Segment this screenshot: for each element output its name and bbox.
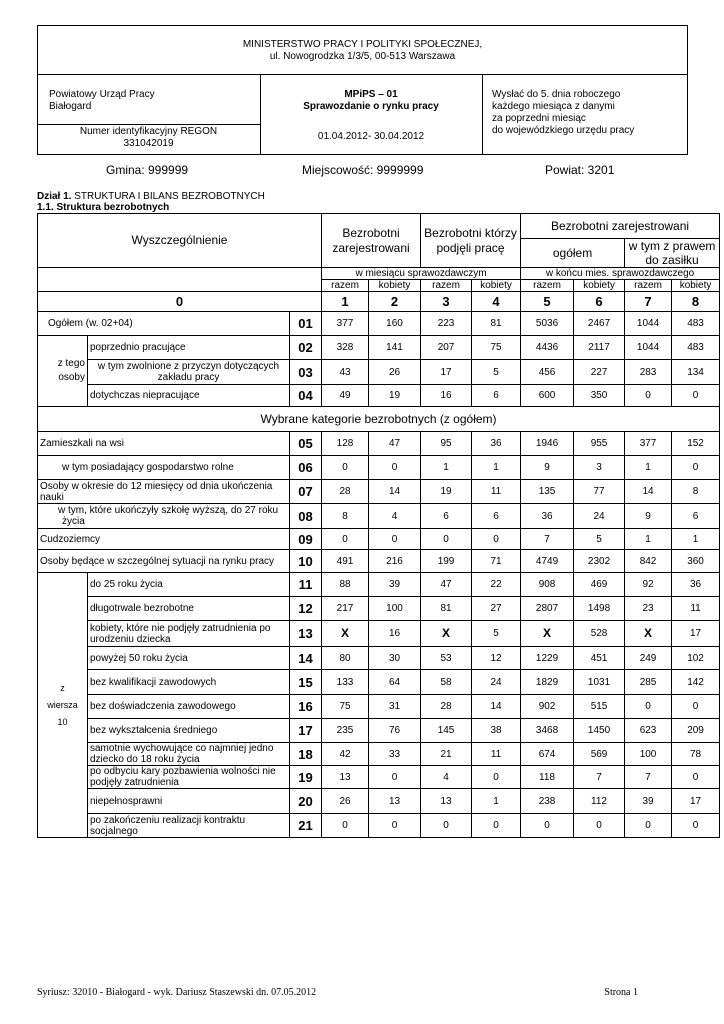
table-cell: 1229 (521, 647, 574, 670)
table-cell: 160 (369, 312, 421, 336)
row-code: 13 (290, 621, 322, 647)
table-cell: 1 (625, 529, 672, 550)
table-cell: 217 (322, 597, 369, 621)
table-cell: 285 (625, 670, 672, 695)
table-cell: 0 (521, 814, 574, 838)
row-label: Cudzoziemcy (38, 529, 290, 550)
table-cell: 2117 (574, 336, 625, 360)
row-label: w tym, które ukończyły szkołę wyższą, do 27 roku życia (38, 504, 290, 529)
table-cell: 88 (322, 573, 369, 597)
table-cell: 145 (421, 719, 472, 743)
table-row (38, 360, 720, 385)
table-row (38, 529, 720, 550)
table-cell: 6 (421, 504, 472, 529)
group-label-z-wiersza (38, 573, 88, 838)
row-code: 02 (290, 336, 322, 360)
table-cell: 71 (472, 550, 521, 573)
table-cell: 3468 (521, 719, 574, 743)
row-code: 06 (290, 456, 322, 480)
powiat: Powiat: 3201 (545, 163, 615, 177)
row-label: bez wykształcenia średniego (88, 719, 290, 743)
table-cell: 5 (472, 360, 521, 385)
table-cell: 21 (421, 743, 472, 766)
table-cell: 7 (521, 529, 574, 550)
table-cell: 11 (472, 480, 521, 504)
table-cell: X (521, 621, 574, 647)
row-label: bez kwalifikacji zawodowych (88, 670, 290, 695)
row-label: w tym zwolnione z przyczyn dotyczących zakładu pracy (88, 360, 290, 385)
row-label: niepełnosprawni (88, 789, 290, 814)
group-label-text: wiersza (47, 699, 78, 710)
column-number: 7 (625, 292, 672, 312)
table-cell: 199 (421, 550, 472, 573)
table-cell: 64 (369, 670, 421, 695)
table-row (38, 480, 720, 504)
table-cell: 24 (472, 670, 521, 695)
table-cell: 483 (672, 312, 720, 336)
table-cell: 1450 (574, 719, 625, 743)
table-row (38, 407, 720, 432)
table-cell: 515 (574, 695, 625, 719)
table-row (38, 456, 720, 480)
column-number: 8 (672, 292, 720, 312)
table-cell: 216 (369, 550, 421, 573)
table-cell: 569 (574, 743, 625, 766)
row-label: Ogółem (w. 02+04) (38, 312, 290, 336)
row-code: 09 (290, 529, 322, 550)
table-row (38, 432, 720, 456)
regon-value: 331042019 (123, 138, 174, 149)
table-cell: 17 (421, 360, 472, 385)
table-cell: 2302 (574, 550, 625, 573)
header-divider (482, 74, 483, 155)
table-cell: 31 (369, 695, 421, 719)
table-cell: 49 (322, 385, 369, 407)
table-row (38, 312, 720, 336)
table-cell: 81 (472, 312, 521, 336)
table-cell: 528 (574, 621, 625, 647)
column-number: 4 (472, 292, 521, 312)
table-cell: 5 (574, 529, 625, 550)
table-cell: 133 (322, 670, 369, 695)
table-cell: 13 (369, 789, 421, 814)
column-number: 2 (369, 292, 421, 312)
table-cell: 4436 (521, 336, 574, 360)
row-code: 12 (290, 597, 322, 621)
table-cell: 360 (672, 550, 720, 573)
table-cell: 842 (625, 550, 672, 573)
table-cell: 152 (672, 432, 720, 456)
table-cell: 249 (625, 647, 672, 670)
column-number: 0 (38, 292, 322, 312)
table-cell: 0 (421, 814, 472, 838)
header-registered-end: Bezrobotni zarejestrowani (521, 214, 720, 239)
table-row (38, 385, 720, 407)
sub-header: kobiety (672, 280, 720, 292)
table-cell: 0 (369, 766, 421, 789)
table-cell: 36 (521, 504, 574, 529)
group-label-text: z tego osoby (57, 358, 85, 383)
table-cell: 0 (322, 529, 369, 550)
table-cell: 0 (369, 814, 421, 838)
table-row (38, 647, 720, 670)
table-cell: 47 (369, 432, 421, 456)
gmina: Gmina: 999999 (106, 163, 189, 177)
table-cell: 1 (472, 456, 521, 480)
table-cell: 491 (322, 550, 369, 573)
header-divider (37, 74, 688, 75)
table-cell: 13 (421, 789, 472, 814)
table-cell: X (625, 621, 672, 647)
table-row (38, 695, 720, 719)
report-period: 01.04.2012- 30.04.2012 (317, 131, 425, 142)
table-cell: X (421, 621, 472, 647)
table-cell: 1829 (521, 670, 574, 695)
table-cell: 42 (322, 743, 369, 766)
table-row (38, 743, 720, 766)
table-cell: 24 (574, 504, 625, 529)
table-cell: 5 (472, 621, 521, 647)
table-cell: X (322, 621, 369, 647)
row-code: 08 (290, 504, 322, 529)
send-instructions-line: do wojewódzkiego urzędu pracy (492, 125, 635, 136)
table-cell: 134 (672, 360, 720, 385)
send-instructions-line: każdego miesiąca z danymi (492, 101, 615, 112)
table-row (38, 550, 720, 573)
category-heading: Wybrane kategorie bezrobotnych (z ogółem) (38, 407, 720, 432)
table-cell: 6 (672, 504, 720, 529)
row-code: 21 (290, 814, 322, 838)
footer-generator: Syriusz: 32010 - Białogard - wyk. Dariusz Staszewski dn. 07.05.2012 (37, 987, 317, 998)
table-cell: 118 (521, 766, 574, 789)
table-cell: 11 (472, 743, 521, 766)
row-code: 15 (290, 670, 322, 695)
table-cell: 0 (672, 766, 720, 789)
table-cell: 5036 (521, 312, 574, 336)
table-cell: 80 (322, 647, 369, 670)
row-code: 18 (290, 743, 322, 766)
table-cell: 58 (421, 670, 472, 695)
table-cell: 9 (625, 504, 672, 529)
table-cell: 47 (421, 573, 472, 597)
header-period-end: w końcu mies. sprawozdawczego (521, 268, 720, 280)
table-cell: 1044 (625, 336, 672, 360)
group-label-text: 10 (57, 716, 68, 727)
row-code: 11 (290, 573, 322, 597)
row-label: długotrwale bezrobotne (88, 597, 290, 621)
column-number: 5 (521, 292, 574, 312)
row-label: do 25 roku życia (88, 573, 290, 597)
row-label: samotnie wychowujące co najmniej jedno dziecko do 18 roku życia (88, 743, 290, 766)
table-cell: 0 (625, 385, 672, 407)
header-period-month: w miesiącu sprawozdawczym (322, 268, 521, 280)
section-number: Dział 1. (37, 191, 72, 202)
row-label: Osoby będące w szczególnej sytuacji na rynku pracy (38, 550, 290, 573)
table-cell: 223 (421, 312, 472, 336)
row-code: 20 (290, 789, 322, 814)
table-cell: 36 (672, 573, 720, 597)
table-cell: 75 (322, 695, 369, 719)
table-cell: 12 (472, 647, 521, 670)
row-label: Osoby w okresie do 12 miesięcy od dnia ukończenia nauki (38, 480, 290, 504)
table-row (38, 597, 720, 621)
table-cell: 26 (369, 360, 421, 385)
table-cell: 28 (421, 695, 472, 719)
table-cell: 456 (521, 360, 574, 385)
column-number-row (38, 292, 720, 312)
table-row (38, 621, 720, 647)
table-cell: 38 (472, 719, 521, 743)
sub-header: razem (625, 280, 672, 292)
table-row (38, 814, 720, 838)
table-cell: 3 (574, 456, 625, 480)
table-cell: 100 (625, 743, 672, 766)
table-cell: 36 (472, 432, 521, 456)
table-cell: 0 (472, 766, 521, 789)
table-cell: 7 (574, 766, 625, 789)
ministry-name: MINISTERSTWO PRACY I POLITYKI SPOŁECZNEJ, (242, 39, 483, 50)
form-code: MPiPS – 01 (344, 89, 398, 100)
table-cell: 0 (369, 456, 421, 480)
table-cell: 6 (472, 504, 521, 529)
table-cell: 33 (369, 743, 421, 766)
header-total: ogółem (521, 239, 625, 268)
column-number: 6 (574, 292, 625, 312)
miejscowosc: Miejscowość: 9999999 (302, 163, 424, 177)
table-cell: 14 (369, 480, 421, 504)
table-cell: 14 (472, 695, 521, 719)
table-cell: 1044 (625, 312, 672, 336)
table-cell: 4 (369, 504, 421, 529)
sub-header: kobiety (472, 280, 521, 292)
sub-header: razem (421, 280, 472, 292)
row-code: 04 (290, 385, 322, 407)
header-divider (260, 74, 261, 155)
form-title: Sprawozdanie o rynku pracy (303, 101, 439, 112)
table-cell: 2467 (574, 312, 625, 336)
table-cell: 283 (625, 360, 672, 385)
table-cell: 16 (421, 385, 472, 407)
subsection-title: 1.1. Struktura bezrobotnych (37, 202, 170, 213)
row-code: 01 (290, 312, 322, 336)
table-cell: 92 (625, 573, 672, 597)
table-cell: 0 (472, 529, 521, 550)
table-cell: 22 (472, 573, 521, 597)
row-label: po zakończeniu realizacji kontraktu socjalnego (88, 814, 290, 838)
row-label: powyżej 50 roku życia (88, 647, 290, 670)
row-label: dotychczas niepracujące (88, 385, 290, 407)
office-name: Powiatowy Urząd Pracy (49, 89, 155, 100)
table-cell: 43 (322, 360, 369, 385)
ministry-address: ul. Nowogrodzka 1/3/5, 00-513 Warszawa (269, 51, 456, 62)
sub-header: kobiety (369, 280, 421, 292)
table-cell: 1 (672, 529, 720, 550)
table-cell: 0 (421, 529, 472, 550)
table-cell: 209 (672, 719, 720, 743)
table-cell: 451 (574, 647, 625, 670)
row-label: Zamieszkali na wsi (38, 432, 290, 456)
table-cell: 955 (574, 432, 625, 456)
group-label-text: z (60, 682, 65, 693)
table-cell: 17 (672, 789, 720, 814)
table-cell: 0 (472, 814, 521, 838)
table-cell: 95 (421, 432, 472, 456)
row-code: 17 (290, 719, 322, 743)
table-cell: 9 (521, 456, 574, 480)
table-cell: 16 (369, 621, 421, 647)
table-cell: 8 (672, 480, 720, 504)
table-cell: 6 (472, 385, 521, 407)
table-row (38, 789, 720, 814)
table-cell: 142 (672, 670, 720, 695)
row-label: kobiety, które nie podjęły zatrudnienia po urodzeniu dziecka (88, 621, 290, 647)
column-number: 1 (322, 292, 369, 312)
regon-label: Numer identyfikacyjny REGON (79, 126, 218, 137)
table-cell: 235 (322, 719, 369, 743)
header-registered: Bezrobotni zarejestrowani (322, 214, 421, 268)
table-cell: 1 (625, 456, 672, 480)
row-label: po odbyciu kary pozbawienia wolności nie podjęły zatrudnienia (88, 766, 290, 789)
table-cell: 141 (369, 336, 421, 360)
table-cell: 227 (574, 360, 625, 385)
table-row (38, 336, 720, 360)
table-cell: 1 (472, 789, 521, 814)
table-cell: 30 (369, 647, 421, 670)
header-employed: Bezrobotni którzy podjęli pracę (421, 214, 521, 268)
table-cell: 350 (574, 385, 625, 407)
office-city: Białogard (49, 101, 92, 112)
header-description: Wyszczególnienie (38, 214, 322, 268)
header-blank (38, 268, 322, 292)
table-cell: 17 (672, 621, 720, 647)
table-cell: 112 (574, 789, 625, 814)
sub-header: razem (521, 280, 574, 292)
table-cell: 39 (625, 789, 672, 814)
table-cell: 100 (369, 597, 421, 621)
table-cell: 1946 (521, 432, 574, 456)
table-cell: 76 (369, 719, 421, 743)
table-cell: 1498 (574, 597, 625, 621)
table-cell: 0 (369, 529, 421, 550)
table-cell: 135 (521, 480, 574, 504)
table-cell: 1031 (574, 670, 625, 695)
row-code: 07 (290, 480, 322, 504)
table-cell: 600 (521, 385, 574, 407)
column-number: 3 (421, 292, 472, 312)
table-cell: 207 (421, 336, 472, 360)
table-cell: 19 (369, 385, 421, 407)
table-cell: 77 (574, 480, 625, 504)
table-cell: 13 (322, 766, 369, 789)
table-cell: 4 (421, 766, 472, 789)
sub-header: kobiety (574, 280, 625, 292)
table-cell: 128 (322, 432, 369, 456)
group-label-z-tego (38, 336, 88, 407)
table-cell: 469 (574, 573, 625, 597)
table-cell: 902 (521, 695, 574, 719)
table-cell: 78 (672, 743, 720, 766)
table-row (38, 670, 720, 695)
table-cell: 377 (322, 312, 369, 336)
row-code: 14 (290, 647, 322, 670)
table-cell: 26 (322, 789, 369, 814)
table-cell: 0 (672, 695, 720, 719)
table-cell: 11 (672, 597, 720, 621)
table-cell: 328 (322, 336, 369, 360)
table-cell: 483 (672, 336, 720, 360)
send-instructions-line: za poprzedni miesiąc (492, 113, 586, 124)
table-cell: 0 (574, 814, 625, 838)
row-label: bez doświadczenia zawodowego (88, 695, 290, 719)
table-cell: 623 (625, 719, 672, 743)
table-cell: 23 (625, 597, 672, 621)
table-row (38, 573, 720, 597)
table-cell: 238 (521, 789, 574, 814)
table-cell: 75 (472, 336, 521, 360)
section-title (37, 191, 265, 202)
table-cell: 19 (421, 480, 472, 504)
table-cell: 377 (625, 432, 672, 456)
table-cell: 0 (625, 814, 672, 838)
table-cell: 8 (322, 504, 369, 529)
table-row (38, 766, 720, 789)
row-label: poprzednio pracujące (88, 336, 290, 360)
row-code: 10 (290, 550, 322, 573)
table-cell: 7 (625, 766, 672, 789)
header-with-benefit: w tym z prawem do zasiłku (625, 239, 720, 268)
row-label: w tym posiadający gospodarstwo rolne (38, 456, 290, 480)
header-divider (37, 124, 260, 125)
table-cell: 14 (625, 480, 672, 504)
table-cell: 81 (421, 597, 472, 621)
table-cell: 0 (625, 695, 672, 719)
table-row (38, 719, 720, 743)
table-cell: 674 (521, 743, 574, 766)
row-code: 19 (290, 766, 322, 789)
row-code: 05 (290, 432, 322, 456)
row-code: 03 (290, 360, 322, 385)
section-name: STRUKTURA I BILANS BEZROBOTNYCH (71, 191, 265, 202)
table-cell: 4749 (521, 550, 574, 573)
table-cell: 27 (472, 597, 521, 621)
page-number: Strona 1 (604, 987, 638, 998)
table-cell: 1 (421, 456, 472, 480)
structure-table (37, 213, 720, 838)
row-code: 16 (290, 695, 322, 719)
send-instructions-line: Wysłać do 5. dnia roboczego (492, 89, 621, 100)
table-cell: 2807 (521, 597, 574, 621)
table-cell: 0 (672, 456, 720, 480)
table-cell: 908 (521, 573, 574, 597)
table-cell: 0 (672, 814, 720, 838)
table-cell: 39 (369, 573, 421, 597)
table-row (38, 504, 720, 529)
table-cell: 28 (322, 480, 369, 504)
table-cell: 0 (672, 385, 720, 407)
table-cell: 102 (672, 647, 720, 670)
table-cell: 53 (421, 647, 472, 670)
table-cell: 0 (322, 456, 369, 480)
sub-header: razem (322, 280, 369, 292)
table-cell: 0 (322, 814, 369, 838)
